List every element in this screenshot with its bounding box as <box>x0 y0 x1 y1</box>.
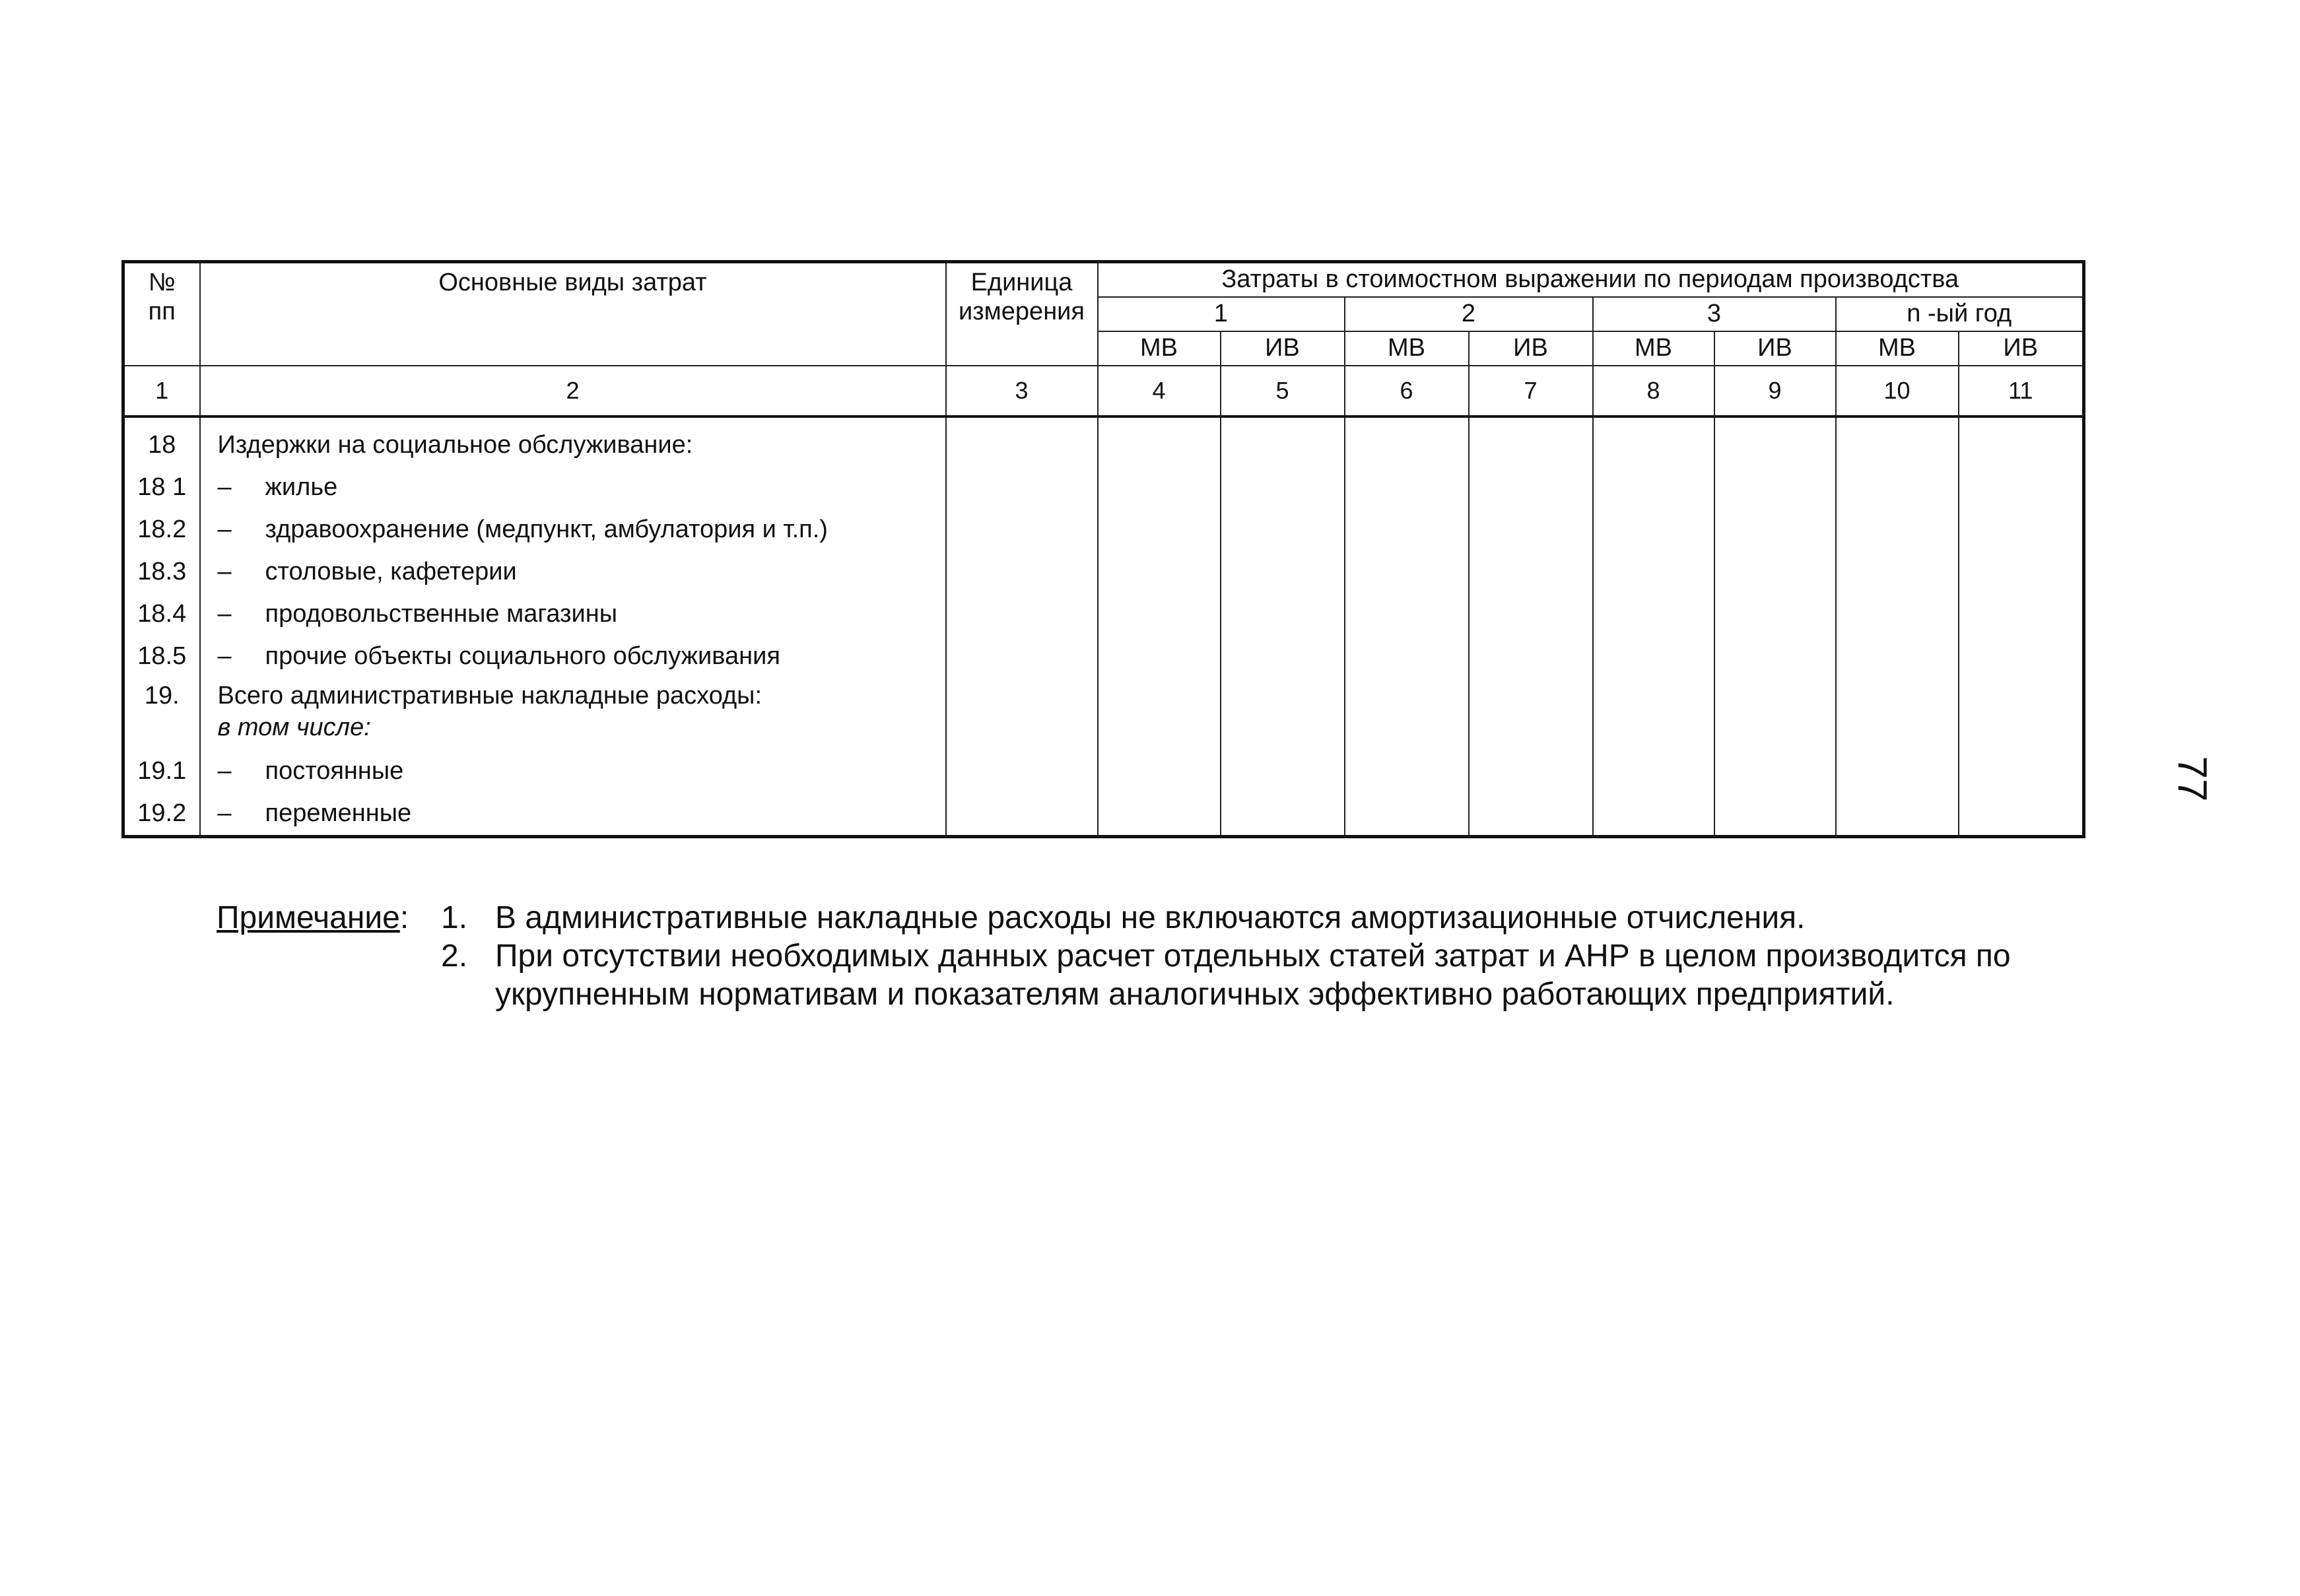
cost-item <box>201 551 945 593</box>
note-text: укрупненным нормативам и показателям аналогичных эффективно работающих предприятий. <box>495 977 1895 1012</box>
column-number: 5 <box>1221 366 1345 416</box>
empty-cell <box>1959 416 2084 837</box>
header-sub-iv: ИВ <box>1959 331 2084 366</box>
header-period: n -ый год <box>1836 297 2084 331</box>
header-period: 2 <box>1345 297 1593 331</box>
header-sub-iv: ИВ <box>1714 331 1836 366</box>
notes-label-text: Примечание <box>217 900 400 935</box>
header-period: 1 <box>1098 297 1345 331</box>
note-line <box>217 937 2105 976</box>
header-sub-mv: МВ <box>1098 331 1221 366</box>
header-sub-iv: ИВ <box>1221 331 1345 366</box>
notes-label-colon: : <box>399 900 409 935</box>
empty-cell <box>1593 416 1714 837</box>
header-row-1 <box>123 262 2084 298</box>
cost-item-text: продовольственные магазины <box>265 600 618 628</box>
column-number: 8 <box>1593 366 1714 416</box>
column-number: 9 <box>1714 366 1836 416</box>
dash-marker: – <box>217 642 232 671</box>
note-text: В административные накладные расходы не включаются амортизационные отчисления. <box>495 900 1806 935</box>
note-line <box>217 899 2105 937</box>
page-number: 77 <box>2169 756 2215 802</box>
cost-item <box>201 636 945 678</box>
header-unit-line1: Единица <box>970 269 1073 296</box>
cost-item <box>201 793 945 835</box>
empty-cell <box>1098 416 1221 837</box>
row-number: 19.2 <box>137 799 187 828</box>
dash-marker: – <box>217 558 232 586</box>
column-number: 11 <box>1959 366 2084 416</box>
cost-item-text: постоянные <box>265 757 404 785</box>
row-number: 18.2 <box>137 515 187 544</box>
row-number: 18.3 <box>137 558 187 586</box>
note-index <box>441 976 495 1014</box>
dash-marker: – <box>217 473 232 502</box>
cost-item-text: столовые, кафетерии <box>265 558 517 586</box>
column-number: 7 <box>1469 366 1593 416</box>
row-number: 18 <box>148 431 176 459</box>
empty-cell <box>1345 416 1469 837</box>
dash-marker: – <box>217 757 232 785</box>
dash-marker: – <box>217 600 232 628</box>
header-sub-mv: МВ <box>1345 331 1469 366</box>
header-pp: пп <box>148 297 176 325</box>
row-number: 19. <box>144 682 180 710</box>
note-text: При отсутствии необходимых данных расчет отдельных статей затрат и АНР в целом производится по <box>495 939 2011 974</box>
cost-item <box>201 593 945 636</box>
cost-item-main: Всего административные накладные расходы: <box>217 682 762 710</box>
cost-item <box>201 678 945 750</box>
cost-item-text: здравоохранение (медпункт, амбулатория и т.п.) <box>265 515 828 544</box>
notes-block <box>217 899 2105 1014</box>
header-main-costs: Основные виды затрат <box>200 262 946 366</box>
cost-item <box>201 467 945 509</box>
cost-types-cell <box>200 416 946 837</box>
column-number: 6 <box>1345 366 1469 416</box>
header-costs-by-period: Затраты в стоимостном выражении по периодам производства <box>1098 262 2084 298</box>
cost-table <box>121 260 2085 838</box>
notes-label <box>217 899 441 937</box>
cost-item-subtitle: в том числе: <box>217 713 371 741</box>
header-period: 3 <box>1593 297 1836 331</box>
header-no-sign: № <box>148 269 176 296</box>
header-sub-iv: ИВ <box>1469 331 1593 366</box>
header-unit <box>946 262 1098 366</box>
table-body-row <box>123 416 2084 837</box>
row-number: 18.5 <box>137 642 187 671</box>
note-index: 2. <box>441 939 468 974</box>
empty-cell <box>1836 416 1959 837</box>
header-no <box>123 262 200 366</box>
note-index: 1. <box>441 900 468 935</box>
empty-cell <box>1221 416 1345 837</box>
cost-item <box>201 750 945 793</box>
dash-marker: – <box>217 799 232 828</box>
row-number: 19.1 <box>137 757 187 785</box>
row-numbers-cell <box>123 416 200 837</box>
column-number: 2 <box>200 366 946 416</box>
cost-item-text: жилье <box>265 473 338 502</box>
header-sub-mv: МВ <box>1593 331 1714 366</box>
column-number-row <box>123 366 2084 416</box>
header-unit-line2: измерения <box>959 297 1085 325</box>
column-number: 3 <box>946 366 1098 416</box>
dash-marker: – <box>217 515 232 544</box>
empty-cell <box>1469 416 1593 837</box>
cost-item <box>201 424 945 467</box>
column-number: 10 <box>1836 366 1959 416</box>
cost-item-text: прочие объекты социального обслуживания <box>265 642 780 671</box>
column-number: 1 <box>123 366 200 416</box>
row-number: 18.4 <box>137 600 187 628</box>
cost-item-text <box>218 682 762 742</box>
column-number: 4 <box>1098 366 1221 416</box>
header-sub-mv: МВ <box>1836 331 1959 366</box>
empty-cell <box>946 416 1098 837</box>
empty-cell <box>1714 416 1836 837</box>
row-number: 18 1 <box>137 473 187 502</box>
cost-item-text: Издержки на социальное обслуживание: <box>217 431 693 459</box>
note-line <box>217 976 2105 1014</box>
cost-item-text: переменные <box>265 799 412 828</box>
cost-item <box>201 509 945 551</box>
notes-label-spacer <box>217 976 441 1014</box>
notes-label-spacer <box>217 937 441 976</box>
